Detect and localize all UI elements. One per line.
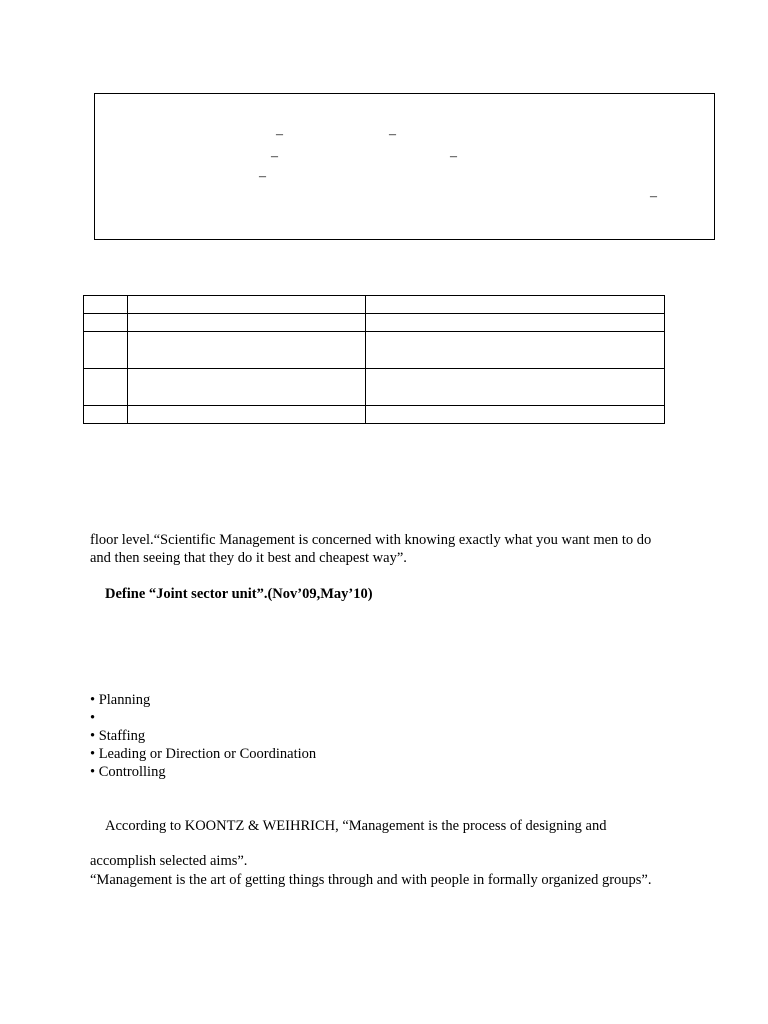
table-cell (366, 314, 665, 332)
function-item-planning: • Planning (90, 692, 151, 708)
aims-line: accomplish selected aims”. (90, 853, 248, 869)
function-item-leading: • Leading or Direction or Coordination (90, 746, 317, 762)
function-item-blank: • (90, 710, 96, 726)
table-cell (84, 314, 128, 332)
dash-mark: – (389, 127, 396, 142)
table-row (84, 314, 665, 332)
table-cell (84, 369, 128, 406)
dash-mark: – (271, 149, 278, 164)
table-cell (128, 332, 366, 369)
dash-mark: – (450, 149, 457, 164)
table-cell (366, 332, 665, 369)
table-row (84, 369, 665, 406)
table-cell (366, 369, 665, 406)
table-cell (128, 369, 366, 406)
table-row (84, 296, 665, 314)
table-cell (366, 296, 665, 314)
dash-mark: – (276, 127, 283, 142)
scientific-management-line-1: floor level.“Scientific Management is concerned with knowing exactly what you want men to do (90, 532, 652, 548)
table-row (84, 332, 665, 369)
function-item-controlling: • Controlling (90, 764, 166, 780)
table-cell (84, 332, 128, 369)
table-cell (84, 406, 128, 424)
table-row (84, 406, 665, 424)
table-cell (366, 406, 665, 424)
dash-mark: – (259, 169, 266, 184)
table-cell (128, 406, 366, 424)
koontz-definition-line: According to KOONTZ & WEIHRICH, “Management is the process of designing and (105, 818, 607, 834)
art-definition-line: “Management is the art of getting things through and with people in formally organized groups”. (90, 872, 652, 888)
dash-mark: – (650, 189, 657, 204)
table-cell (128, 296, 366, 314)
question-heading: Define “Joint sector unit”.(Nov’09,May’10) (105, 586, 373, 602)
scientific-management-line-2: and then seeing that they do it best and cheapest way”. (90, 550, 407, 566)
table-cell (84, 296, 128, 314)
table-cell (128, 314, 366, 332)
function-item-staffing: • Staffing (90, 728, 146, 744)
comparison-table (83, 295, 665, 424)
definition-box (94, 93, 715, 240)
